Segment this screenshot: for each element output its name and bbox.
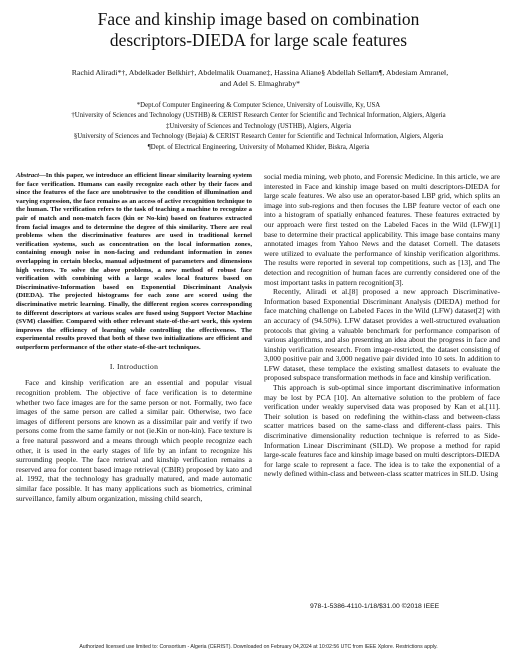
license-footer: Authorized licensed use limited to: Consortium - Algeria (CERIST). Downloaded on February 04,2024 at 10:02:56 UTC from IEEE Xplore. Restrictions apply. [79,644,438,650]
left-column [16,172,252,503]
right-column [264,172,500,479]
author-list [30,68,490,89]
title-line-1: Face and kinship image based on combination [97,9,420,29]
paper-title [0,9,517,51]
authors-line-2: and Adel S. Elmaghraby* [219,78,301,88]
copyright-notice: 978-1-5386-4110-1/18/$31.00 ©2018 IEEE [310,603,440,610]
right-paragraph-2: Recently, Aliradi et al.[8] proposed a new approach Discriminative-Information based Exponential Discriminant Analysis (DIEDA) method for face matching challenge on Labeled Faces in the Wild (LFW) dataset[2] with an accuracy of (94.50%). LFW dataset provides a well-structured evaluation protocols that giving a valuable benchmark for performance comparison of various algorithms, and also presenting an idea about the progress in face and kinship verification research. From image-restricted, the dataset consisting of 3,000 positive pair and 3,000 negative pair divided into 10 sets. In addition to LFW dataset, these templace the existing smallest datasets to evaluate the proposed subspace transformation methods in face and kinship verification. [264,287,500,383]
intro-paragraph-1: Face and kinship verification are an essential and popular visual recognition problem. The objective of face verification is to determine whether two face images are for the same person or not. Formally, two face images of the same person are called a similar pair. Otherwise, two face images of different persons are known as a dissimilar pair and verify if two persons come from the same family or not (ie.Kin or non-kin). Face texture is a free natural password and a means through which people recognize each other, it is used in the early stages of life by an infant to recognize his surrounding people. The face retrieval and kinship verification remains a reserved area for content based image retrieval (CBIR) proposed by kato and al. 1992, that the technology has gradually matured, and made automatic similar face possible. It has many applications such as biometrics, criminal surveillance, family album organization, missing child search, [16,378,252,503]
abstract-text: —In this paper, we introduce an efficient linear similarity learning system for face verification. Humans can easily recognize each other by their faces and since the features of the face are unobtrusive to the condition of illumination and varying expression, the face remains as an access of active recognition technique to the human. The verification refers to the task of teaching a machine to recognize a pair of match and non-match faces (kin or No-kin) based on features extracted from facial images and to determine the degree of this similarity. There are real problems when the discriminative features are used in traditional kernel verification systems, such as concentration on the local information zones, containing enough noise in non-facing and redundant information in zones overlapping in certain blocks, manual adjustment of parameters and dimensions high vectors. To solve the above problems, a new method of robust face verification with combining with a large scales local features based on Discriminative-Information based on Exponential Discriminant Analysis (DIEDA). The projected histograms for each zone are scored using the discriminative metric learning. Finally, the different region scores corresponding to different descriptors at various scales are fused using Support Vector Machine (SVM) classifier. Compared with other relevant state-of-the-art work, this system improves the efficiency of learning while controlling the effectiveness. The experimental results proved that both of these two initializations are efficient and outperform performance of the other state-of-the-art techniques. [16,172,252,351]
abstract [16,172,252,352]
affiliation-1: *Dept.of Computer Engineering & Computer Science, University of Louisville, Ky, USA [136,102,381,109]
right-paragraph-1: social media mining, web photo, and Forensic Medicine. In this article, we are interested in Face and kinship image based on multi descriptors-DIEDA for large scale features. We also use an operator-based LBP grid, which splits an image into sub-regions and then focuses the LBP feature vector of each one into a histogram of spatially enhanced features. These features extracted by our approach were first tested on the Labeled Faces in the Wild (LFW)[1] base to determine their practical applicability. This image base contains many annotated images from Yahoo News and the dataset Cornell. The datasets were utilized to evaluate the performance of kinship verification algorithms. The results were reported in several top competitions, such as [13], and The detection and recognition of human faces are currently considered one of the most important tasks in pattern recognition[3]. [264,172,500,287]
section-heading: I. Introduction [109,362,159,372]
affiliation-3: ‡University of Sciences and Technology (USTHB), Algiers, Algeria [166,122,351,130]
title-line-2: descriptors-DIEDA for large scale features [109,30,408,50]
abstract-label: Abstract [16,172,40,179]
affiliation-5: ¶Dept. of Electrical Engineering, University of Mohamed Khider, Biskra, Algeria [147,143,370,151]
affiliation-4: §University of Sciences and Technology (Bejaia) & CERIST Research Center for Scientific and Technical Information, Algiers, Algeria [73,133,444,141]
authors-line-1: Rachid Aliradi*†, Abdelkader Belkhir†, Abdelmalik Ouamane‡, Hassina Aliane§ Abdellah Sellam¶, Abdesiam Amrane‖, [71,68,449,77]
affiliations [0,101,517,153]
right-paragraph-3: This approach is sub-optimal since important discriminative information may be lost by PCA [10]. An alternative solution to the problem of face verification under weakly supervised data was proposed by Kan et al.[11]. Their solution is based on redefining the within-class and between-class scatter matrices based on the same-class and different-class pairs. This discriminative dimensionality reduction technique is referred to as Side-Information Linear Discriminant (SILD). We propose a method for rapid large-scale features face and kinship image based on multi descriptors-DIEDA for large scale to represent a face. The idea is to take the exponential of a newly defined within-class and between-class scatter matrices in SILD. Using [264,383,500,479]
affiliation-2: †University of Sciences and Technology (USTHB) & CERIST Research Center for Scientific and Technical Information, Algiers, Algeria [71,112,446,120]
